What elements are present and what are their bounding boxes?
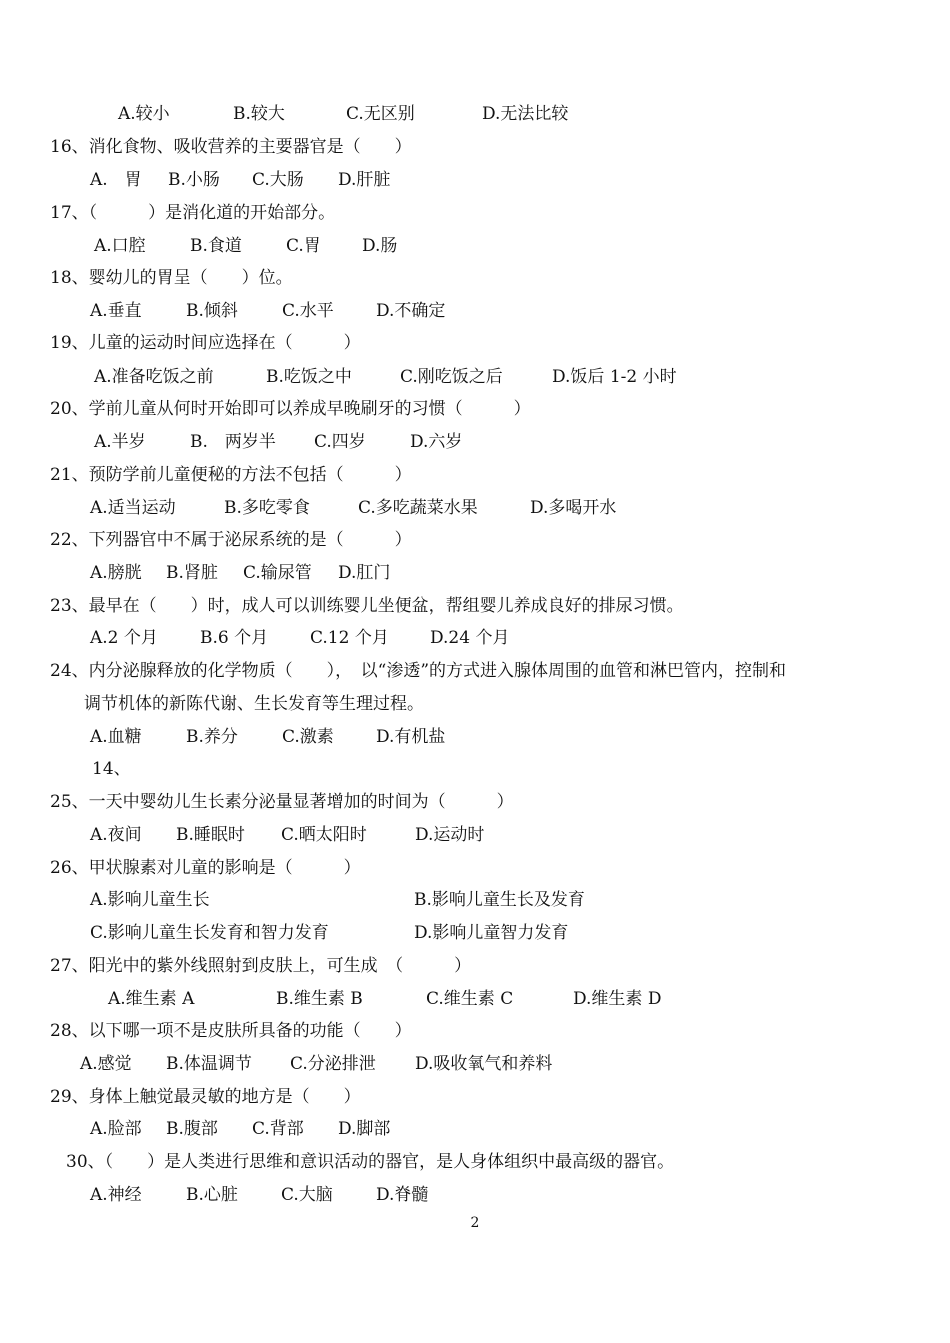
question-30: 30、（ ）是人类进行思维和意识活动的器官，是人身体组织中最高级的器官。 [66,1152,675,1172]
option-text: B.心脏 [186,1185,238,1205]
option-text: C.激素 [282,727,334,747]
option-text: D.无法比较 [482,104,569,124]
question-26: 26、甲状腺素对儿童的影响是（ ） [50,858,361,878]
page-number: 2 [470,1215,480,1231]
option-text: D.吸收氧气和养料 [415,1054,553,1074]
question-22: 22、下列器官中不属于泌尿系统的是（ ） [50,530,412,550]
option-text: A.垂直 [90,301,142,321]
option-text: B.食道 [190,236,242,256]
question-28: 28、以下哪一项不是皮肤所具备的功能（ ） [50,1021,412,1041]
option-text: C.输尿管 [243,563,312,583]
question-24: 24、内分泌腺释放的化学物质（ ）， 以“渗透”的方式进入腺体周围的血管和淋巴管内，控制和 [50,661,787,681]
option-text: A.血糖 [90,727,142,747]
option-text: C.晒太阳时 [281,825,367,845]
option-text: D.肝脏 [338,170,391,190]
option-text: D.饭后 1-2 小时 [552,367,677,387]
option-text: D.多喝开水 [530,498,617,518]
option-text: D.不确定 [376,301,446,321]
option-text: B.吃饭之中 [266,367,352,387]
question-19: 19、儿童的运动时间应选择在（ ） [50,333,361,353]
question-23: 23、最早在（ ）时，成人可以训练婴儿坐便盆，帮组婴儿养成良好的排尿习惯。 [50,596,684,616]
option-text: A.2 个月 [90,628,158,648]
option-text: D.维生素 D [573,989,662,1009]
option-text: B.腹部 [166,1119,218,1139]
option-text: A.影响儿童生长 [90,890,210,910]
option-text: B.肾脏 [166,563,218,583]
question-20: 20、学前儿童从何时开始即可以养成早晚刷牙的习惯（ ） [50,399,531,419]
option-text: C.12 个月 [310,628,389,648]
option-text: C.背部 [252,1119,304,1139]
option-text: B.倾斜 [186,301,238,321]
option-text: B.6 个月 [200,628,269,648]
option-text: C.多吃蔬菜水果 [358,498,478,518]
question-18: 18、婴幼儿的胃呈（ ）位。 [50,268,293,288]
option-text: B.较大 [233,104,285,124]
option-text: D.六岁 [410,432,463,452]
option-text: C.水平 [282,301,334,321]
option-text: B.体温调节 [166,1054,252,1074]
option-text: A.较小 [118,104,170,124]
option-text: B.睡眠时 [176,825,245,845]
option-text: A.维生素 A [108,989,195,1009]
option-text: C.四岁 [314,432,366,452]
question-29: 29、身体上触觉最灵敏的地方是（ ） [50,1087,361,1107]
option-text: C.维生素 C [426,989,514,1009]
option-text: A.神经 [90,1185,142,1205]
option-text: C.分泌排泄 [290,1054,376,1074]
option-text: C.胃 [286,236,321,256]
question-17: 17、（ ）是消化道的开始部分。 [50,203,336,223]
stray-number: 14、 [92,759,131,779]
option-text: B.小肠 [168,170,220,190]
option-text: B.维生素 B [276,989,363,1009]
option-text: B.养分 [186,727,238,747]
question-24-continuation: 调节机体的新陈代谢、生长发育等生理过程。 [84,694,424,714]
option-text: C.影响儿童生长发育和智力发育 [90,923,329,943]
option-text: A.膀胱 [90,563,142,583]
question-21: 21、预防学前儿童便秘的方法不包括（ ） [50,465,412,485]
option-text: C.大肠 [252,170,304,190]
option-text: B.影响儿童生长及发育 [414,890,585,910]
option-text: A.适当运动 [90,498,176,518]
option-text: D.脚部 [338,1119,391,1139]
option-text: B. 两岁半 [190,432,276,452]
option-text: D.24 个月 [430,628,510,648]
option-text: A.口腔 [94,236,146,256]
option-text: D.运动时 [415,825,485,845]
option-text: C.无区别 [346,104,415,124]
option-text: A.感觉 [80,1054,132,1074]
option-text: C.刚吃饭之后 [400,367,503,387]
option-text: A.准备吃饭之前 [94,367,214,387]
option-text: B.多吃零食 [224,498,310,518]
question-16: 16、消化食物、吸收营养的主要器官是（ ） [50,137,412,157]
option-text: D.肠 [362,236,398,256]
option-text: A.半岁 [94,432,146,452]
option-text: D.影响儿童智力发育 [414,923,569,943]
question-27: 27、阳光中的紫外线照射到皮肤上，可生成 （ ） [50,956,472,976]
option-text: C.大脑 [281,1185,333,1205]
option-text: D.有机盐 [376,727,446,747]
question-25: 25、一天中婴幼儿生长素分泌量显著增加的时间为（ ） [50,792,514,812]
option-text: A. 胃 [90,170,142,190]
option-text: D.肛门 [338,563,391,583]
option-text: A.夜间 [90,825,142,845]
option-text: A.脸部 [90,1119,142,1139]
option-text: D.脊髓 [376,1185,429,1205]
